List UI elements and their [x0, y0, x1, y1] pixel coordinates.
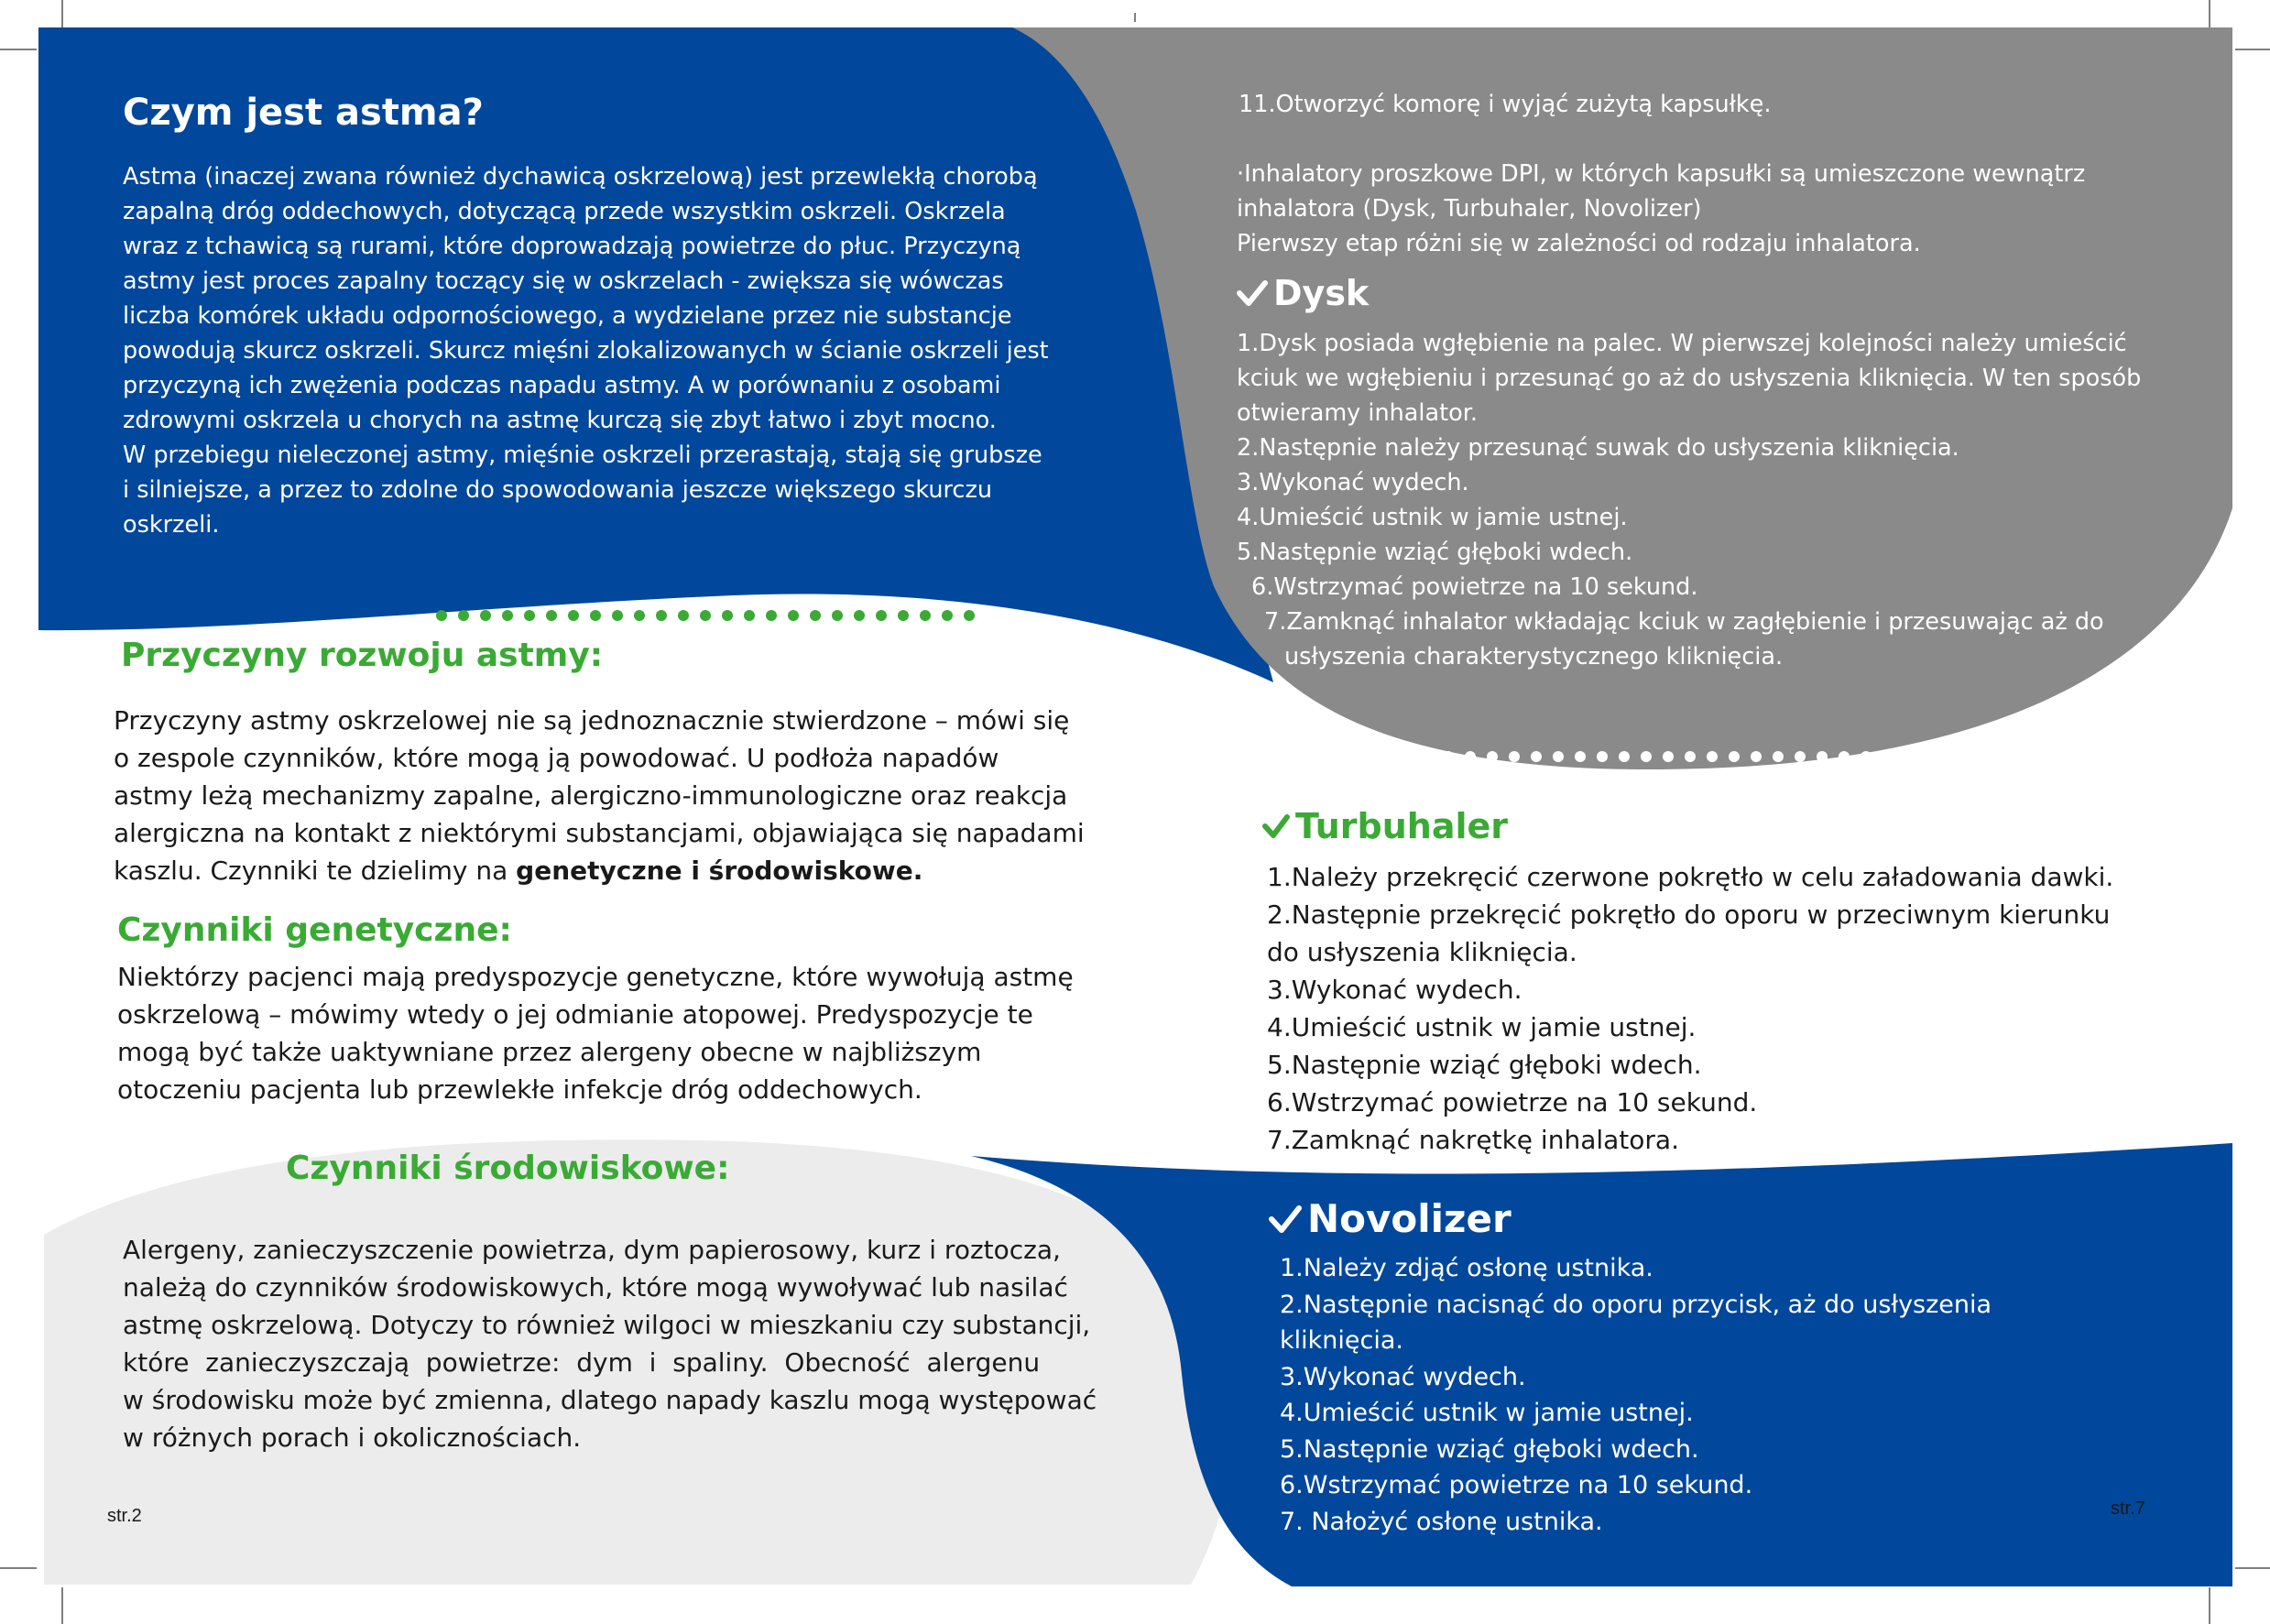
turbuhaler-step: 7.Zamknąć nakrętkę inhalatora.: [1267, 1125, 1679, 1155]
divider-dot: [656, 610, 667, 621]
turbuhaler-steps: [1267, 858, 2229, 1159]
section-what-is-asthma: [123, 92, 1130, 542]
intro-line: ·Inhalatory proszkowe DPI, w których kapsułki są umieszczone wewnątrz: [1237, 160, 2086, 188]
novolizer-step: 5.Następnie wziąć głęboki wdech.: [1280, 1434, 1699, 1464]
causes-line: astmy leżą mechanizmy zapalne, alergiczno-immunologiczne oraz reakcja: [114, 780, 1068, 811]
asthma-line: powodują skurcz oskrzeli. Skurcz mięśni zlokalizowanych w ścianie oskrzeli jest: [123, 337, 1049, 365]
divider-dot: [1619, 751, 1630, 762]
asthma-title: Czym jest astma?: [123, 92, 484, 134]
dysk-heading: [1237, 273, 1369, 313]
asthma-line: wraz z tchawicą są rurami, które doprowadzają powietrze do płuc. Przyczyną: [123, 233, 1021, 260]
turbuhaler-step: 2.Następnie przekręcić pokrętło do oporu w przeciwnym kierunku: [1267, 899, 2111, 930]
causes-last-bold: genetyczne i środowiskowe.: [516, 856, 923, 886]
divider-dot: [744, 610, 755, 621]
divider-dot: [788, 610, 799, 621]
causes-last-prefix: kaszlu. Czynniki te dzielimy na: [114, 856, 517, 886]
divider-dot: [1729, 751, 1740, 762]
divider-dot: [1839, 751, 1850, 762]
divider-dot: [1597, 751, 1608, 762]
asthma-text: [123, 159, 1130, 542]
divider-dot: [1663, 751, 1674, 762]
intro-line-blank: [1237, 122, 2199, 157]
asthma-line: zdrowymi oskrzela u chorych na astmę kurczą się zbyt łatwo i zbyt mocno.: [123, 407, 997, 434]
divider-dot: [898, 610, 909, 621]
genetic-line: otoczeniu pacjenta lub przewlekłe infekcje dróg oddechowych.: [117, 1074, 922, 1105]
divider-dot: [766, 610, 777, 621]
divider-dot: [1575, 751, 1586, 762]
section-causes: [114, 637, 1167, 889]
divider-dot: [502, 610, 513, 621]
divider-dot: [458, 610, 469, 621]
novolizer-step: 1.Należy zdjąć osłonę ustnika.: [1280, 1254, 1653, 1282]
causes-title: Przyczyny rozwoju astmy:: [121, 637, 604, 674]
divider-dot: [920, 610, 931, 621]
dysk-step: 1.Dysk posiada wgłębienie na palec. W pierwszej kolejności należy umieścić: [1237, 330, 2127, 357]
turbuhaler-title: Turbuhaler: [1295, 806, 1509, 846]
dysk-step: 3.Wykonać wydech.: [1237, 469, 1469, 496]
causes-line: alergiczna na kontakt z niektórymi substancjami, objawiająca się napadami: [114, 818, 1085, 848]
divider-dot: [1421, 751, 1432, 762]
divider-dot: [1773, 751, 1784, 762]
divider-dot: [832, 610, 843, 621]
divider-dot: [1861, 751, 1872, 762]
section-genetic: [117, 911, 1171, 1108]
asthma-line: oskrzeli.: [123, 511, 220, 539]
divider-dot: [1465, 751, 1476, 762]
novolizer-step: kliknięcia.: [1280, 1326, 1403, 1355]
divider-dot: [546, 610, 557, 621]
novolizer-heading: [1269, 1196, 1512, 1241]
turbuhaler-step: 4.Umieścić ustnik w jamie ustnej.: [1267, 1012, 1697, 1042]
divider-dot: [678, 610, 689, 621]
dysk-steps: [1237, 326, 2226, 674]
dysk-step: 4.Umieścić ustnik w jamie ustnej.: [1237, 504, 1628, 531]
divider-dot: [810, 610, 821, 621]
turbuhaler-step: 3.Wykonać wydech.: [1267, 975, 1522, 1005]
divider-dot: [524, 610, 535, 621]
environmental-line: w środowisku może być zmienna, dlatego napady kaszlu mogą występować: [123, 1385, 1097, 1415]
turbuhaler-heading: [1262, 806, 1508, 846]
section-environmental: [123, 1150, 1176, 1456]
turbuhaler-step: do usłyszenia kliknięcia.: [1267, 937, 1577, 967]
check-icon: [1237, 279, 1268, 307]
novolizer-step: 3.Wykonać wydech.: [1280, 1362, 1526, 1391]
dysk-step: 2.Następnie należy przesunąć suwak do usłyszenia kliknięcia.: [1237, 434, 1959, 462]
divider-dot: [1531, 751, 1542, 762]
divider-dot: [568, 610, 579, 621]
divider-dot: [700, 610, 711, 621]
dysk-title: Dysk: [1273, 273, 1370, 313]
novolizer-step: 2.Następnie nacisnąć do oporu przycisk, aż do usłyszenia: [1280, 1290, 1992, 1319]
causes-line: o zespole czynników, które mogą ją powodować. U podłoża napadów: [114, 743, 999, 773]
section-inhaler-intro: [1237, 87, 2199, 261]
novolizer-steps: [1280, 1250, 2196, 1540]
dysk-step: 6.Wstrzymać powietrze na 10 sekund.: [1251, 573, 1698, 601]
genetic-line: oskrzelową – mówimy wtedy o jej odmianie atopowej. Predyspozycje te: [117, 999, 1033, 1030]
dysk-step: 5.Następnie wziąć głęboki wdech.: [1237, 539, 1633, 566]
check-icon: [1269, 1204, 1302, 1234]
intro-line: inhalatora (Dysk, Turbuhaler, Novolizer): [1237, 195, 1702, 223]
environmental-title: Czynniki środowiskowe:: [286, 1150, 730, 1187]
novolizer-step: 6.Wstrzymać powietrze na 10 sekund.: [1280, 1471, 1753, 1499]
dysk-step: 7.Zamknąć inhalator wkładając kciuk w zagłębienie i przesuwając aż do: [1264, 608, 2104, 636]
divider-dot: [1509, 751, 1520, 762]
divider-dot: [1443, 751, 1454, 762]
green-dot-divider: [436, 610, 986, 621]
genetic-title: Czynniki genetyczne:: [117, 911, 512, 949]
turbuhaler-step: 1.Należy przekręcić czerwone pokrętło w celu załadowania dawki.: [1267, 862, 2114, 892]
divider-dot: [612, 610, 623, 621]
asthma-line: liczba komórek układu odpornościowego, a wydzielane przez nie substancje: [123, 302, 1012, 330]
divider-dot: [1641, 751, 1652, 762]
turbuhaler-step: 5.Następnie wziąć głęboki wdech.: [1267, 1050, 1702, 1080]
genetic-line: mogą być także uaktywniane przez alergeny obecne w najbliższym: [117, 1037, 982, 1067]
intro-line: Pierwszy etap różni się w zależności od rodzaju inhalatora.: [1237, 230, 1921, 257]
divider-dot: [1795, 751, 1806, 762]
divider-dot: [1399, 751, 1410, 762]
divider-dot: [1707, 751, 1718, 762]
page-number-right: str.7: [2111, 1499, 2145, 1519]
divider-dot: [942, 610, 953, 621]
divider-dot: [480, 610, 491, 621]
turbuhaler-step: 6.Wstrzymać powietrze na 10 sekund.: [1267, 1087, 1758, 1117]
divider-dot: [1751, 751, 1762, 762]
asthma-line: W przebiegu nieleczonej astmy, mięśnie oskrzeli przerastają, stają się grubsze: [123, 441, 1042, 469]
asthma-line: zapalną dróg oddechowych, dotyczącą przede wszystkim oskrzeli. Oskrzela: [123, 198, 1006, 225]
environmental-line: astmę oskrzelową. Dotyczy to również wilgoci w mieszkaniu czy substancji,: [123, 1310, 1091, 1340]
divider-dot: [436, 610, 447, 621]
novolizer-step: 4.Umieścić ustnik w jamie ustnej.: [1280, 1399, 1694, 1427]
divider-dot: [590, 610, 601, 621]
genetic-line: Niektórzy pacjenci mają predyspozycje genetyczne, które wywołują astmę: [117, 962, 1074, 992]
asthma-line: i silniejsze, a przez to zdolne do spowodowania jeszcze większego skurczu: [123, 476, 993, 504]
divider-dot: [1817, 751, 1828, 762]
divider-dot: [634, 610, 645, 621]
causes-line-last: [114, 852, 1167, 889]
divider-dot: [1377, 751, 1388, 762]
divider-dot: [876, 610, 887, 621]
novolizer-title: Novolizer: [1307, 1196, 1512, 1241]
asthma-line: astmy jest proces zapalny toczący się w oskrzelach - zwiększa się wówczas: [123, 267, 1004, 295]
divider-dot: [1685, 751, 1696, 762]
divider-dot: [1553, 751, 1564, 762]
dysk-step: usłyszenia charakterystycznego kliknięcia.: [1284, 643, 1784, 670]
divider-dot: [722, 610, 733, 621]
white-dot-divider: [1377, 751, 1883, 762]
causes-line: Przyczyny astmy oskrzelowej nie są jednoznacznie stwierdzone – mówi się: [114, 705, 1070, 736]
page-number-left: str.2: [107, 1506, 142, 1526]
divider-dot: [964, 610, 975, 621]
dysk-step: otwieramy inhalator.: [1237, 399, 1478, 427]
intro-line: 11.Otworzyć komorę i wyjąć zużytą kapsułkę.: [1239, 91, 1772, 118]
novolizer-step: 7. Nałożyć osłonę ustnika.: [1280, 1507, 1603, 1536]
check-icon: [1262, 813, 1290, 839]
environmental-line: które zanieczyszczają powietrze: dym i spaliny. Obecność alergenu: [123, 1347, 1041, 1378]
asthma-line: przyczyną ich zwężenia podczas napadu astmy. A w porównaniu z osobami: [123, 372, 1001, 399]
environmental-line: Alergeny, zanieczyszczenie powietrza, dym papierosowy, kurz i roztocza,: [123, 1235, 1061, 1265]
asthma-line: Astma (inaczej zwana również dychawicą oskrzelową) jest przewlekłą chorobą: [123, 163, 1038, 191]
environmental-line: w różnych porach i okolicznościach.: [123, 1422, 582, 1453]
dysk-step: kciuk we wgłębieniu i przesunąć go aż do usłyszenia kliknięcia. W ten sposób: [1237, 365, 2142, 392]
divider-dot: [1487, 751, 1498, 762]
environmental-line: należą do czynników środowiskowych, które mogą wywoływać lub nasilać: [123, 1272, 1068, 1302]
divider-dot: [854, 610, 865, 621]
